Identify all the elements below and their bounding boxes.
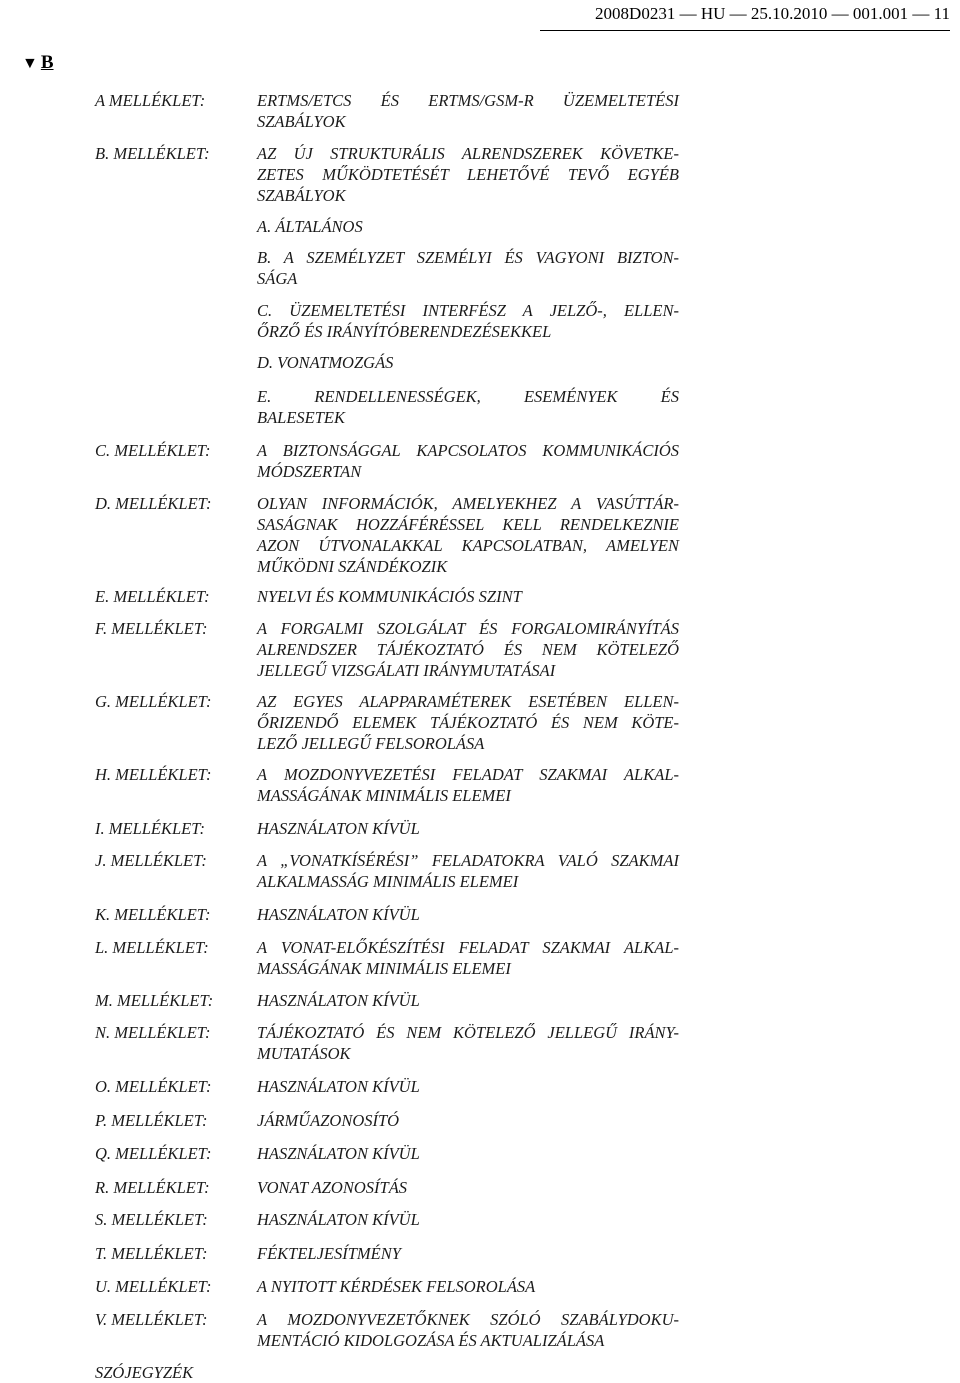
amendment-marker	[22, 52, 54, 74]
annex-title-line: A NYITOTT KÉRDÉSEK FELSOROLÁSA	[257, 1277, 536, 1296]
annex-label: B. MELLÉKLET:	[95, 144, 210, 163]
annex-title-line: MÓDSZERTAN	[257, 462, 362, 481]
annex-title-line: HASZNÁLATON KÍVÜL	[257, 1210, 420, 1229]
annex-label: H. MELLÉKLET:	[95, 765, 212, 784]
annex-title-line: A MOZDONYVEZETŐKNEK SZÓLÓ SZABÁLYDOKU-	[257, 1310, 679, 1329]
annex-label: U. MELLÉKLET:	[95, 1277, 212, 1296]
annex-title-line: LEZŐ JELLEGŰ FELSOROLÁSA	[257, 734, 485, 753]
annex-label: E. MELLÉKLET:	[95, 587, 210, 606]
annex-title-line: FÉKTELJESÍTMÉNY	[257, 1244, 401, 1263]
glossary-label: SZÓJEGYZÉK	[95, 1363, 194, 1382]
annex-title-line: ALKALMASSÁG MINIMÁLIS ELEMEI	[257, 872, 519, 891]
annex-title-line: JÁRMŰAZONOSÍTÓ	[257, 1111, 400, 1130]
annex-title-line: MŰKÖDNI SZÁNDÉKOZIK	[257, 557, 448, 576]
section-title-line: A. ÁLTALÁNOS	[257, 217, 363, 236]
annex-title-line: HASZNÁLATON KÍVÜL	[257, 1077, 420, 1096]
annex-title-line: HASZNÁLATON KÍVÜL	[257, 1144, 420, 1163]
annex-title-line: A „VONATKÍSÉRÉSI” FELADATOKRA VALÓ SZAKMAI	[257, 851, 679, 870]
annex-title-line: MASSÁGÁNAK MINIMÁLIS ELEMEI	[257, 786, 511, 805]
annex-label: N. MELLÉKLET:	[95, 1023, 211, 1042]
annex-label: T. MELLÉKLET:	[95, 1244, 208, 1263]
annex-title-line: NYELVI ÉS KOMMUNIKÁCIÓS SZINT	[257, 587, 522, 606]
section-title-line: B. A SZEMÉLYZET SZEMÉLYI ÉS VAGYONI BIZTON-	[257, 248, 679, 267]
annex-label: Q. MELLÉKLET:	[95, 1144, 212, 1163]
annex-title-line: A MOZDONYVEZETÉSI FELADAT SZAKMAI ALKAL-	[257, 765, 679, 784]
annex-title-line: ŐRIZENDŐ ELEMEK TÁJÉKOZTATÓ ÉS NEM KÖTE-	[257, 713, 679, 732]
annex-label: K. MELLÉKLET:	[95, 905, 211, 924]
annex-label: F. MELLÉKLET:	[95, 619, 208, 638]
annex-title-line: AZ ÚJ STRUKTURÁLIS ALRENDSZEREK KÖVETKE-	[257, 144, 679, 163]
annex-title-line: OLYAN INFORMÁCIÓK, AMELYEKHEZ A VASÚTTÁR-	[257, 494, 679, 513]
annex-label: V. MELLÉKLET:	[95, 1310, 208, 1329]
annex-title-line: TÁJÉKOZTATÓ ÉS NEM KÖTELEZŐ JELLEGŰ IRÁNY-	[257, 1023, 679, 1042]
annex-label: P. MELLÉKLET:	[95, 1111, 208, 1130]
annex-title-line: A VONAT-ELŐKÉSZÍTÉSI FELADAT SZAKMAI ALKAL-	[257, 938, 679, 957]
annex-title-line: ERTMS/ETCS ÉS ERTMS/GSM-R ÜZEMELTETÉSI	[257, 91, 679, 110]
section-title-line: C. ÜZEMELTETÉSI INTERFÉSZ A JELZŐ-, ELLEN-	[257, 301, 679, 320]
annex-title-line: AZ EGYES ALAPPARAMÉTEREK ESETÉBEN ELLEN-	[257, 692, 679, 711]
annex-label: L. MELLÉKLET:	[95, 938, 209, 957]
annex-title-line: A BIZTONSÁGGAL KAPCSOLATOS KOMMUNIKÁCIÓS	[257, 441, 679, 460]
annex-title-line: A FORGALMI SZOLGÁLAT ÉS FORGALOMIRÁNYÍTÁS	[257, 619, 679, 638]
annex-title-line: ALRENDSZER TÁJÉKOZTATÓ ÉS NEM KÖTELEZŐ	[257, 640, 679, 659]
section-title-line: D. VONATMOZGÁS	[257, 353, 394, 372]
annex-label: D. MELLÉKLET:	[95, 494, 212, 513]
annex-title-line: JELLEGŰ VIZSGÁLATI IRÁNYMUTATÁSAI	[257, 661, 556, 680]
annex-label: O. MELLÉKLET:	[95, 1077, 212, 1096]
annex-label: I. MELLÉKLET:	[95, 819, 206, 838]
annex-title-line: ZETES MŰKÖDTETÉSÉT LEHETŐVÉ TEVŐ EGYÉB	[257, 165, 679, 184]
annex-title-line: SASÁGNAK HOZZÁFÉRÉSSEL KELL RENDELKEZNIE	[257, 515, 679, 534]
document-header: 2008D0231 — HU — 25.10.2010 — 001.001 — 11	[595, 4, 950, 23]
annex-title-line: SZABÁLYOK	[257, 112, 346, 131]
annex-title-line: MENTÁCIÓ KIDOLGOZÁSA ÉS AKTUALIZÁLÁSA	[257, 1331, 605, 1350]
annex-title-line: MASSÁGÁNAK MINIMÁLIS ELEMEI	[257, 959, 511, 978]
annex-title-line: SZABÁLYOK	[257, 186, 346, 205]
section-title-line: SÁGA	[257, 269, 298, 288]
section-title-line: E. RENDELLENESSÉGEK, ESEMÉNYEK ÉS	[257, 387, 679, 406]
annex-label: M. MELLÉKLET:	[95, 991, 214, 1010]
amendment-marker-label: B	[40, 52, 54, 73]
annex-title-line: AZON ÚTVONALAKKAL KAPCSOLATBAN, AMELYEN	[257, 536, 679, 555]
down-triangle-icon: ▼	[22, 55, 38, 72]
annex-label: S. MELLÉKLET:	[95, 1210, 208, 1229]
annex-label: J. MELLÉKLET:	[95, 851, 207, 870]
annex-label: R. MELLÉKLET:	[95, 1178, 210, 1197]
annex-title-line: HASZNÁLATON KÍVÜL	[257, 991, 420, 1010]
annex-label: A MELLÉKLET:	[95, 91, 206, 110]
header-rule	[540, 30, 950, 31]
section-title-line: BALESETEK	[257, 408, 346, 427]
annex-title-line: MUTATÁSOK	[257, 1044, 351, 1063]
annex-label: C. MELLÉKLET:	[95, 441, 211, 460]
annex-label: G. MELLÉKLET:	[95, 692, 212, 711]
section-title-line: ŐRZŐ ÉS IRÁNYÍTÓBERENDEZÉSEKKEL	[257, 322, 552, 341]
annex-title-line: HASZNÁLATON KÍVÜL	[257, 819, 420, 838]
annex-title-line: VONAT AZONOSÍTÁS	[257, 1178, 408, 1197]
annex-title-line: HASZNÁLATON KÍVÜL	[257, 905, 420, 924]
